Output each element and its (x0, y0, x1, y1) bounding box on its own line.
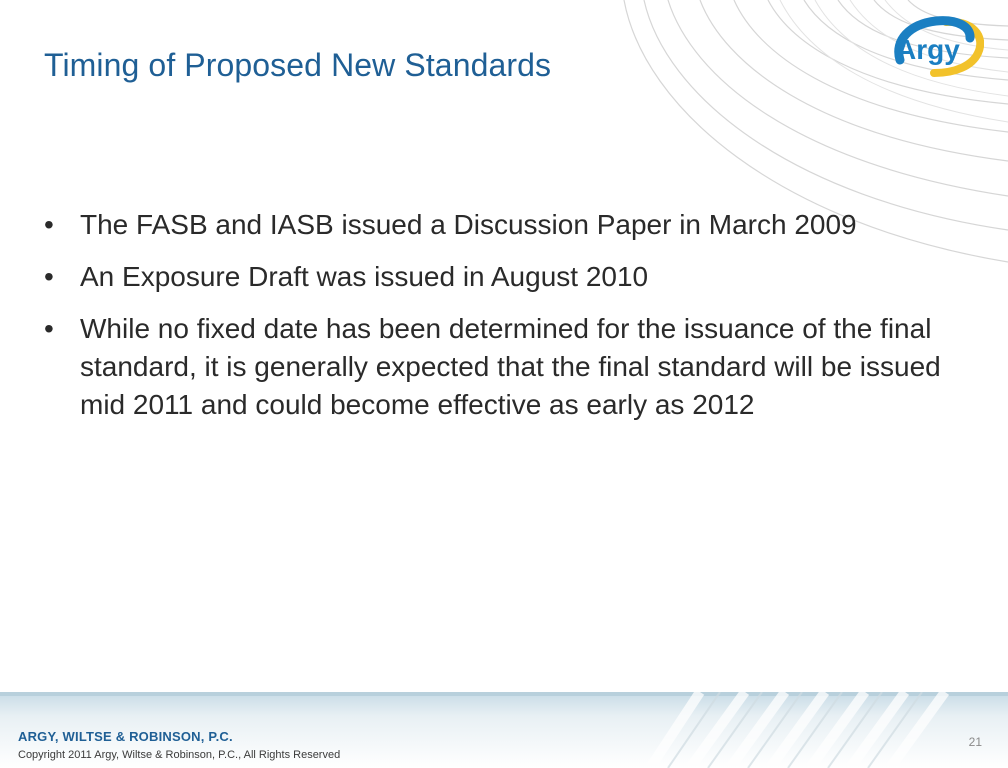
footer-copyright: Copyright 2011 Argy, Wiltse & Robinson, P.C., All Rights Reserved (18, 749, 341, 761)
slide-title: Timing of Proposed New Standards (44, 47, 552, 83)
bullet-text: The FASB and IASB issued a Discussion Paper in March 2009 (80, 209, 857, 240)
page-number: 21 (968, 735, 982, 749)
bullet-symbol: • (44, 209, 54, 240)
bullet-item-exposure-draft (44, 258, 944, 296)
argy-logo-text: Argy (896, 34, 960, 65)
bullet-symbol: • (44, 313, 54, 344)
footer-company-name: ARGY, WILTSE & ROBINSON, P.C. (18, 729, 233, 744)
bullet-item-final-standard (44, 310, 944, 424)
bullet-symbol: • (44, 261, 54, 292)
argy-logo (888, 16, 984, 80)
bullet-text: An Exposure Draft was issued in August 2010 (80, 261, 649, 292)
bullet-list (44, 206, 944, 438)
argy-logo-icon (888, 16, 984, 80)
bullet-item-discussion-paper (44, 206, 944, 244)
slide-footer (0, 692, 1008, 768)
bullet-text: While no fixed date has been determined for the issuance of the final standard, it is generally expected that the final standard will be issued mid 2011 and could become effective as early as 2012 (80, 313, 941, 420)
